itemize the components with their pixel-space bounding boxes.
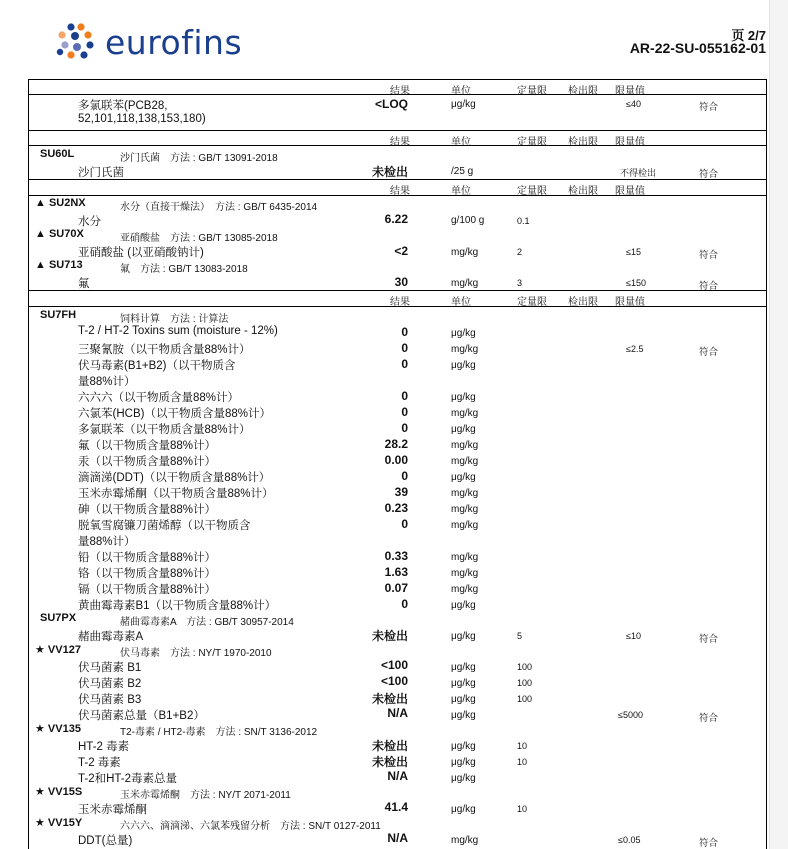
column-header-row: 结果 单位 定量限 检出限 限量值 <box>28 290 767 307</box>
test-group-su70x: ▲ SU70X 亚硝酸盐 方法 : GB/T 13085-2018 亚硝酸盐 (以亚硝酸钠计) <2 mg/kg 2 ≤15 符合 <box>35 228 719 261</box>
test-group-su7fh: SU7FH 饲料计算 方法 : 计算法 T-2 / HT-2 Toxins sum (moisture - 12%) 0 μg/kg 三聚氰胺（以干物质含量88%计） 0 mg/kg ≤2.5 符合 伏马毒素(B1+B2)（以干物质含 量88%计） 0 μg/kg 六六六（以干物质含量88%计） 0 μg/kg 六氯苯(HCB)（以干物质含量88%计） 0 mg/kg 多氯联苯（以干物质含量88%计） 0 μg/kg 氟（以干物质含量88%计） 28.2 mg/kg 汞（以干物质含量88%计） 0.00 mg/kg 滴滴涕(DDT)（以干物质含量88%计） 0 μg/kg 玉米赤霉烯酮（以干物质含量88%计） 39 mg/kg 砷（以干物质含量88%计） 0.23 mg/kg 脱氧雪腐镰刀菌烯醇（以干物质含 量88%计） 0 mg/kg 铅（以干物质含量88%计） 0.33 mg/kg 铬（以干物质含量88%计） 1.63 mg/kg 镉（以干物质含量88%计） 0.07 mg/kg 黄曲霉毒素B1（以干物质含量88%计） 0 μg/kg <box>40 309 719 612</box>
test-group-vv127: ★ VV127 伏马毒素 方法 : NY/T 1970-2010 伏马菌素 B1 <100 μg/kg 100 伏马菌素 B2 <100 μg/kg 100 伏马菌素 B3 未检出 μg/kg 100 伏马菌素总量（B1+B2） N/A μg/kg ≤5000 符合 <box>35 644 719 724</box>
test-group-vv15y: ★ VV15Y 六六六、滴滴涕、六氯苯残留分析 方法 : SN/T 0127-2011 DDT(总量) N/A mg/kg ≤0.05 符合 <box>35 817 719 849</box>
test-group-su60l: SU60L 沙门氏菌 方法 : GB/T 13091-2018 沙门氏菌 未检出 /25 g 不得检出 符合 <box>40 148 719 180</box>
report-number: AR-22-SU-055162-01 <box>629 40 766 56</box>
eurofins-logo <box>55 22 242 62</box>
table-row: 多氯联苯(PCB28, 52,101,118,138,153,180) <LOQ μg/kg ≤40 符合 <box>78 97 719 125</box>
test-group-vv15s: ★ VV15S 玉米赤霉烯酮 方法 : NY/T 2071-2011 玉米赤霉烯酮 41.4 μg/kg 10 <box>35 786 528 816</box>
column-header-row <box>28 80 767 95</box>
column-header-row: 结果 单位 定量限 检出限 限量值 <box>28 130 767 146</box>
col-unit: 单位 <box>451 86 471 97</box>
page-edge <box>769 0 788 849</box>
col-lod: 检出限 <box>568 86 598 97</box>
test-group-su7px: SU7PX 赭曲霉毒素A 方法 : GB/T 30957-2014 赭曲霉毒素A 未检出 μg/kg 5 ≤10 符合 <box>40 612 719 645</box>
column-header-row: 结果 单位 定量限 检出限 限量值 <box>28 179 767 196</box>
test-group-su2nx: ▲ SU2NX 水分（直接干燥法） 方法 : GB/T 6435-2014 水分 6.22 g/100 g 0.1 <box>35 197 530 228</box>
col-limit: 限量值 <box>615 86 645 97</box>
eurofins-dots-icon <box>55 22 99 62</box>
test-group-su713: ▲ SU713 氟 方法 : GB/T 13083-2018 氟 30 mg/kg 3 ≤150 符合 <box>35 259 719 292</box>
page-number: 页 2/7 <box>731 28 766 43</box>
col-loq: 定量限 <box>517 86 547 97</box>
test-group-vv135: ★ VV135 T2-毒素 / HT2-毒素 方法 : SN/T 3136-2012 HT-2 毒素 未检出 μg/kg 10 T-2 毒素 未检出 μg/kg 10 T-2和HT-2毒素总量 N/A μg/kg <box>35 723 528 785</box>
brand-name: eurofins <box>105 22 243 62</box>
col-result: 结果 <box>390 86 410 97</box>
